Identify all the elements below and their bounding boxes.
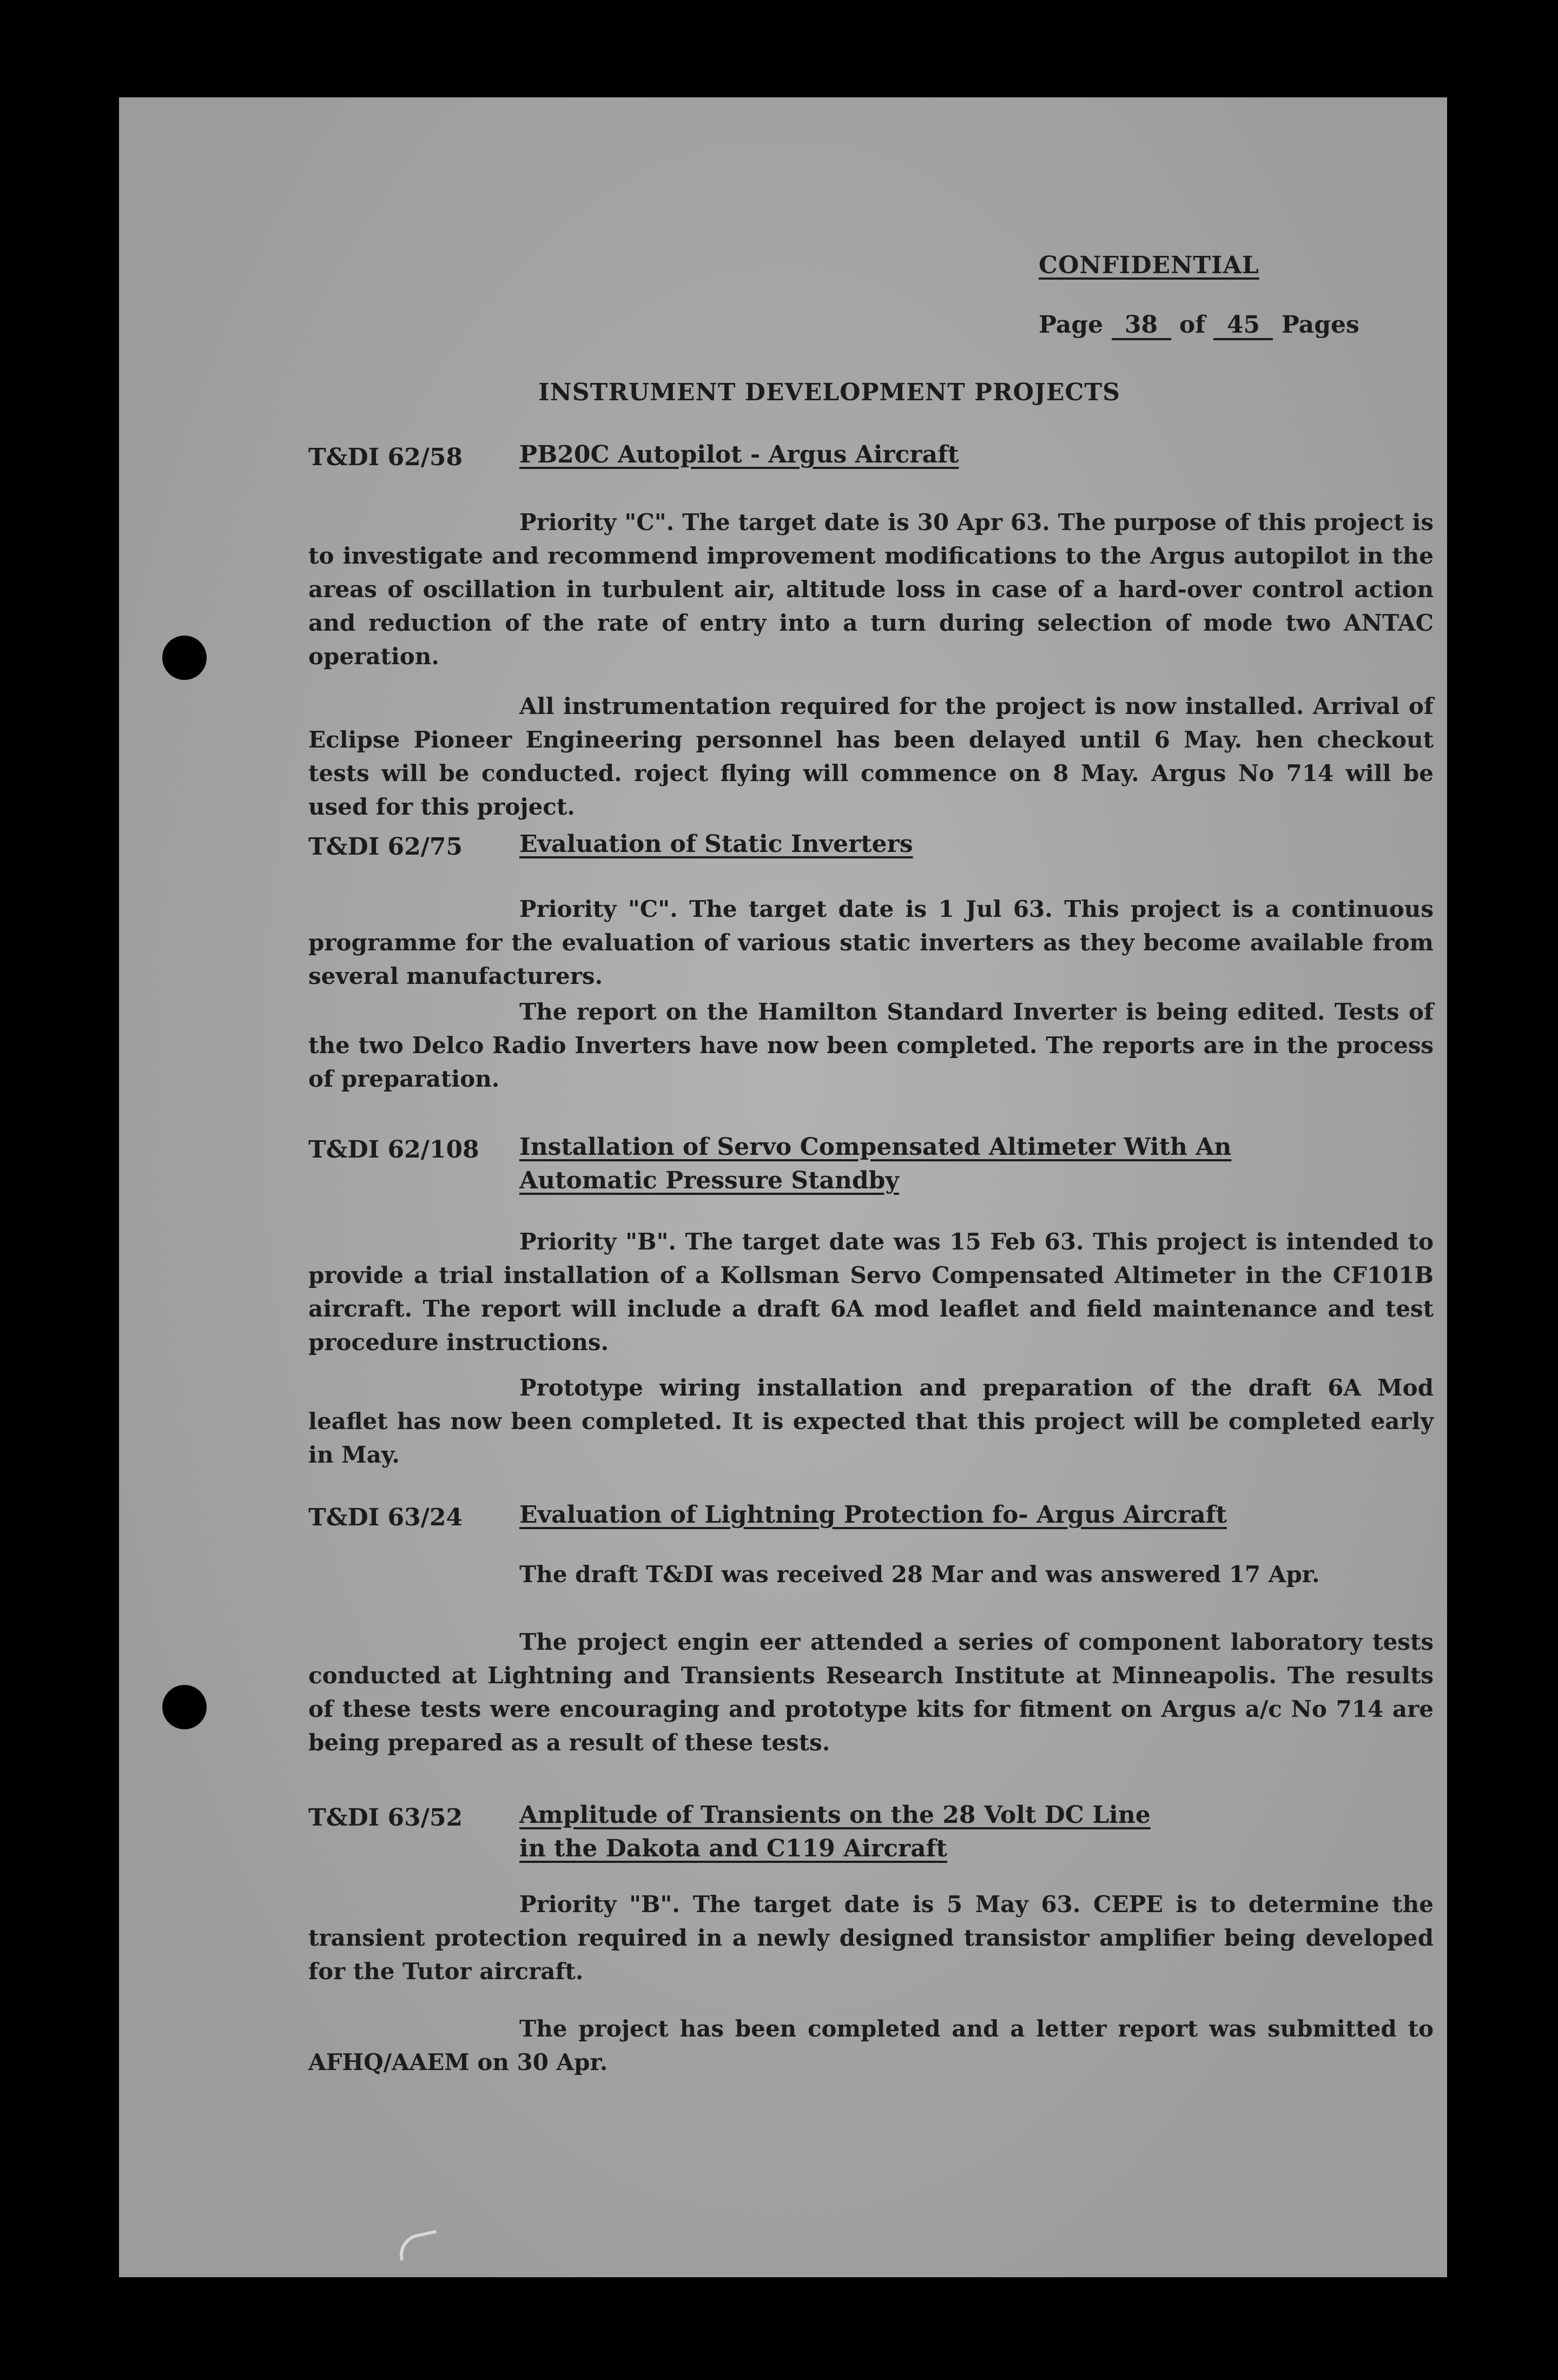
project-paragraph: Priority "C". The target date is 1 Jul 63. This project is a continuous programme for the evaluation of various static inverters as they become available from several manufacturers. — [308, 896, 1434, 989]
page-number: 38 — [1112, 312, 1171, 340]
project-paragraph: The draft T&DI was received 28 Mar and was answered 17 Apr. — [519, 1561, 1320, 1588]
scan-artifact — [395, 2230, 440, 2261]
document-title: INSTRUMENT DEVELOPMENT PROJECTS — [538, 379, 1120, 406]
punch-hole — [162, 1685, 207, 1729]
project-paragraph: Priority "C". The target date is 30 Apr 63. The purpose of this project is to investigate and recommend improvement modifications to the Argus autopilot in the areas of oscillation in turbulent air, altitude loss in case of a hard-over control action and reduction of the rate of entry into a turn during selection of mode two ANTAC operation. — [308, 509, 1434, 670]
project-id: T&DI 63/52 — [308, 1804, 463, 1832]
project-paragraph: The project engin eer attended a series of component laboratory tests conducted at Lightning and Transients Research Institute at Minneapolis. The results of these tests were encouraging and prototype kits for fitment on Argus a/c No 714 are being prepared as a result of these tests. — [308, 1629, 1434, 1756]
classification-label: CONFIDENTIAL — [1039, 252, 1259, 279]
project-paragraph: Prototype wiring installation and preparation of the draft 6A Mod leaflet has now been completed. It is expected that this project will be completed early in May. — [308, 1374, 1434, 1468]
page-suffix: Pages — [1281, 311, 1359, 339]
punch-hole — [162, 636, 207, 680]
project-paragraph: All instrumentation required for the project is now installed. Arrival of Eclipse Pioneer Engineering personnel has been delayed until 6 May. hen checkout tests will be conducted. roject flying will commence on 8 May. Argus No 714 will be used for this project. — [308, 693, 1434, 820]
project-paragraph: The report on the Hamilton Standard Inverter is being edited. Tests of the two Delco Radio Inverters have now been completed. The reports are in the process of preparation. — [308, 999, 1434, 1092]
page-of: of — [1179, 311, 1206, 339]
page-total: 45 — [1213, 312, 1273, 340]
project-title: Evaluation of Static Inverters — [519, 830, 913, 858]
project-title: Amplitude of Transients on the 28 Volt DC Line in the Dakota and C119 Aircraft — [519, 1801, 1151, 1862]
project-title: Installation of Servo Compensated Altimeter With An Automatic Pressure Standby — [519, 1133, 1232, 1194]
project-id: T&DI 62/75 — [308, 833, 463, 861]
page-number-line — [1039, 311, 1359, 340]
document-page — [119, 97, 1447, 2277]
page-prefix: Page — [1039, 311, 1104, 339]
project-paragraph: Priority "B". The target date was 15 Feb 63. This project is intended to provide a trial installation of a Kollsman Servo Compensated Altimeter in the CF101B aircraft. The report will include a draft 6A mod leaflet and field maintenance and test procedure instructions. — [308, 1228, 1434, 1356]
project-title: Evaluation of Lightning Protection fo- Argus Aircraft — [519, 1501, 1227, 1529]
project-paragraph: Priority "B". The target date is 5 May 63. CEPE is to determine the transient protection required in a newly designed transistor amplifier being developed for the Tutor aircraft. — [308, 1891, 1434, 1985]
project-id: T&DI 62/58 — [308, 444, 463, 471]
project-id: T&DI 62/108 — [308, 1136, 479, 1163]
project-paragraph: The project has been completed and a letter report was submitted to AFHQ/AAEM on 30 Apr. — [308, 2015, 1434, 2075]
project-id: T&DI 63/24 — [308, 1504, 463, 1531]
project-title: PB20C Autopilot - Argus Aircraft — [519, 441, 959, 468]
